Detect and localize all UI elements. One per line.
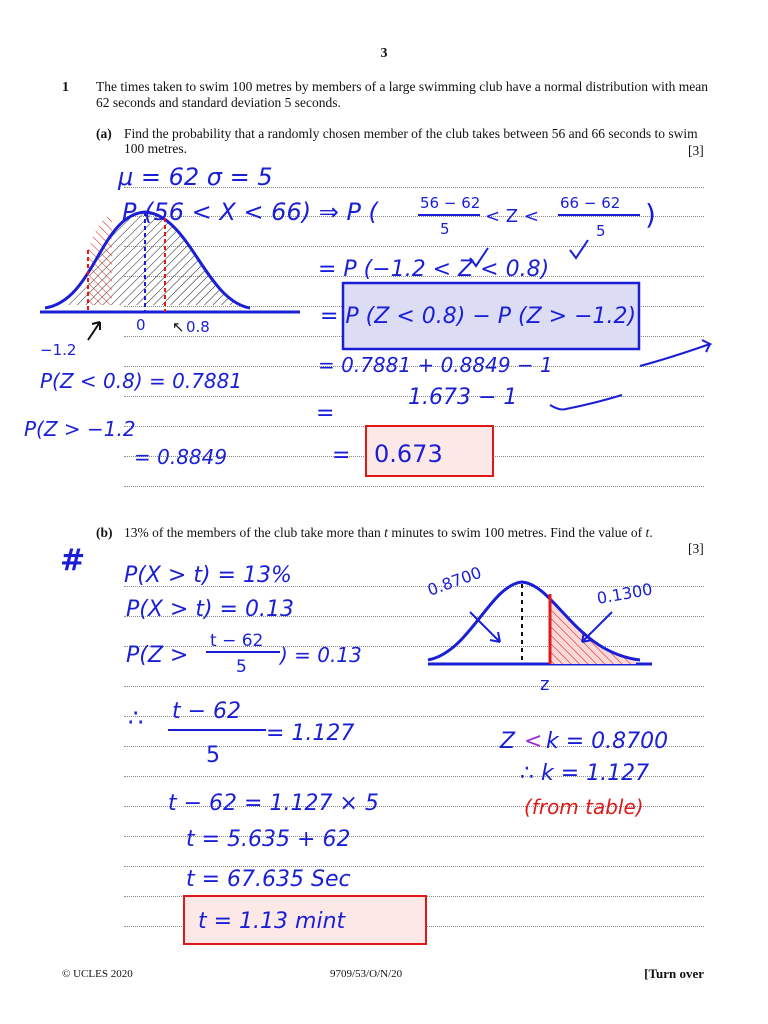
graph-label-pos: 0.8 — [186, 318, 210, 336]
hw-a-side1: P(Z < 0.8) = 0.7881 — [40, 369, 243, 393]
part-b-text: 13% of the members of the club take more than t minutes to swim 100 metres. Find the value of t. — [124, 525, 653, 540]
page-number: 3 — [380, 46, 388, 61]
hw-b-side2: ∴ k = 1.127 — [520, 761, 650, 786]
hw-b-side1: k = 0.8700 — [546, 729, 669, 754]
hw-b-frac-num: t − 62 — [172, 699, 242, 724]
hw-b-line2: P(X > t) = 0.13 — [126, 597, 294, 622]
part-b-marks: [3] — [688, 541, 704, 556]
hw-a-eq: = — [316, 401, 335, 426]
hw-b-line5: t − 62 = 1.127 × 5 — [168, 791, 379, 816]
hw-b-line3-den: 5 — [236, 657, 247, 677]
hw-b-line6: t = 5.635 + 62 — [186, 827, 351, 852]
hw-a-z-ineq: < Z < — [485, 206, 539, 227]
graph-arrow: ↖ — [172, 318, 185, 336]
hw-a-line4: = P (Z < 0.8) − P (Z > −1.2) — [320, 304, 637, 329]
part-a-text: Find the probability that a randomly chosen member of the club takes between 56 and 66 seconds to swim 100 metres. — [124, 126, 698, 156]
footer-code: 9709/53/O/N/20 — [330, 968, 403, 980]
hw-b-side3: (from table) — [524, 795, 644, 819]
hw-a-line3: = P (−1.2 < Z < 0.8) — [318, 257, 550, 282]
tick-mark — [550, 395, 622, 410]
question-number: 1 — [62, 80, 69, 95]
arrow — [88, 322, 100, 340]
hw-b-frac-eq: = 1.127 — [266, 721, 355, 746]
hw-b-side1-z: Z — [500, 729, 516, 754]
hw-a-side2: P(Z > −1.2 — [24, 417, 136, 441]
arrow — [470, 612, 500, 642]
tick-mark — [570, 240, 588, 258]
hw-b-line1: P(X > t) = 13% — [124, 563, 292, 588]
part-b-label: (b) — [96, 525, 113, 540]
hw-a-close: ) — [645, 198, 656, 231]
hw-b-answer: t = 1.13 mint — [198, 909, 346, 934]
shaded-region-red — [88, 214, 112, 305]
hw-a-answer-eq: = — [332, 443, 351, 468]
part-a-label: (a) — [96, 126, 112, 141]
hw-a-frac2-den: 5 — [596, 222, 606, 240]
hw-a-line6: 1.673 − 1 — [408, 385, 518, 410]
hw-b-star: # — [60, 543, 86, 578]
graph-b-left: 0.8700 — [424, 562, 484, 600]
hw-a-line5: = 0.7881 + 0.8849 − 1 — [318, 353, 553, 377]
hw-b-line3-post: ) = 0.13 — [280, 643, 362, 667]
hw-b-line7: t = 67.635 Sec — [186, 867, 351, 892]
hw-b-therefore: ∴ — [128, 704, 144, 732]
hw-b-frac-den: 5 — [206, 743, 220, 768]
hw-a-frac2-num: 66 − 62 — [560, 194, 621, 212]
arrow — [582, 612, 612, 642]
graph-b-right: 0.1300 — [595, 579, 654, 608]
graph-b-z: z — [540, 674, 550, 695]
hw-b-line3-pre: P(Z > — [126, 643, 189, 668]
hw-a-line2: P (56 < X < 66) ⇒ P ( — [122, 198, 378, 226]
graph-label-zero: 0 — [136, 316, 146, 334]
hw-mu-sigma: μ = 62 σ = 5 — [118, 163, 273, 191]
hw-a-side3: = 0.8849 — [134, 445, 228, 469]
tick-mark — [640, 340, 710, 366]
part-a-marks: [3] — [688, 143, 704, 158]
question-text: The times taken to swim 100 metres by members of a large swimming club have a normal distribution with mean 62 seconds and standard deviation 5 seconds. — [96, 79, 708, 110]
hw-a-frac1-den: 5 — [440, 220, 450, 238]
hw-b-side1-lt: < — [524, 729, 543, 754]
hw-b-line3-num: t − 62 — [210, 631, 264, 651]
hw-a-answer: 0.673 — [374, 440, 443, 468]
footer-copyright: © UCLES 2020 — [62, 968, 133, 980]
turn-over: [Turn over — [644, 966, 704, 981]
hw-a-frac1-num: 56 − 62 — [420, 194, 481, 212]
graph-label-neg: −1.2 — [40, 341, 77, 359]
